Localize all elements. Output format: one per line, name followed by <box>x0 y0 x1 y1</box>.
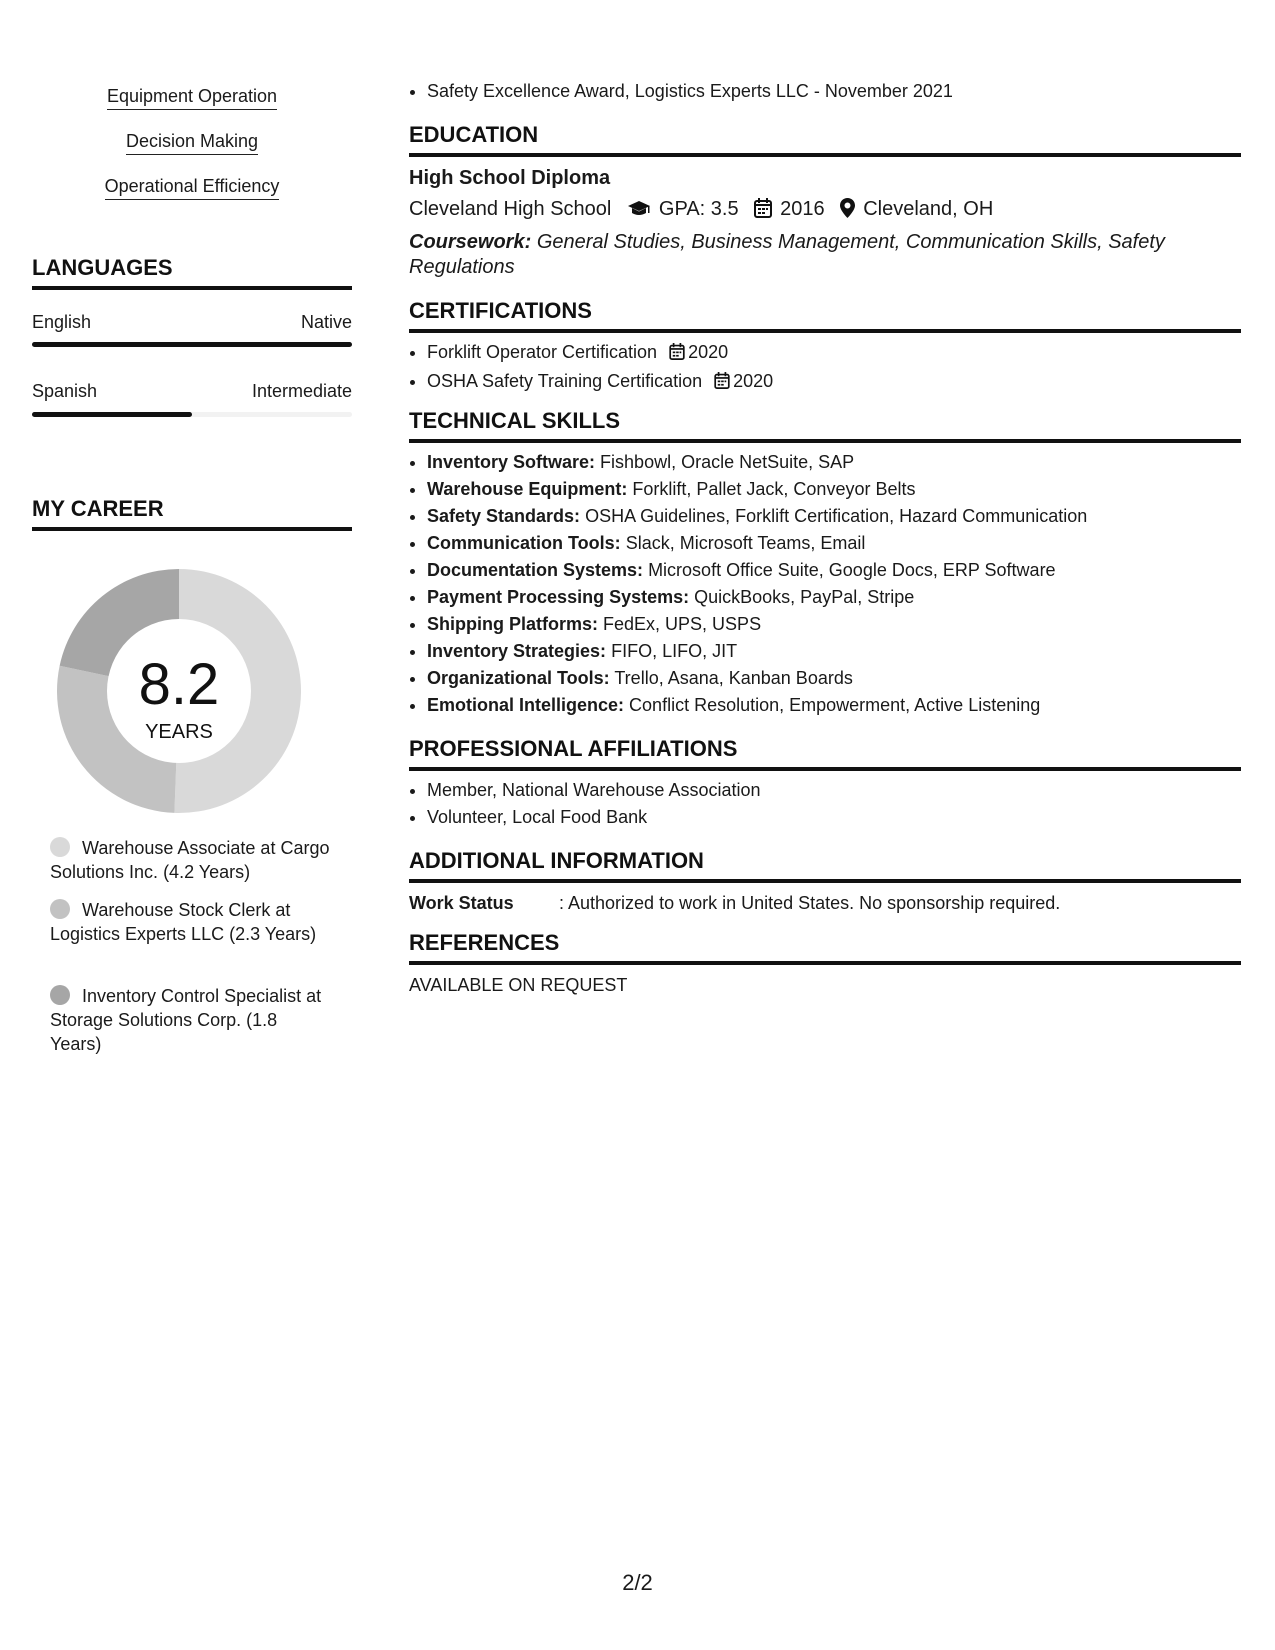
tech-skill-item: • Warehouse Equipment: Forklift, Pallet Jack, Conveyor Belts <box>427 476 1241 503</box>
location-pin-icon <box>840 198 855 224</box>
career-legend-item: Inventory Control Specialist at Storage Solutions Corp. (1.8 Years) <box>50 986 322 1054</box>
tech-skill-item: • Inventory Strategies: FIFO, LIFO, JIT <box>427 638 1241 665</box>
awards-section <box>409 78 1241 105</box>
tech-skill-item: • Communication Tools: Slack, Microsoft Teams, Email <box>427 530 1241 557</box>
page-number: 2/2 <box>622 1570 653 1595</box>
career-donut-chart <box>54 566 304 816</box>
language-level: Native <box>300 312 352 332</box>
language-name: English <box>32 312 92 332</box>
school-location: Cleveland, OH <box>863 198 994 220</box>
coursework <box>409 230 1241 280</box>
languages-heading: LANGUAGES <box>32 255 352 290</box>
additional-info-heading: ADDITIONAL INFORMATION <box>409 848 1241 883</box>
graduation-cap-icon <box>627 200 651 224</box>
legend-dot <box>50 899 70 919</box>
calendar-icon <box>669 341 685 368</box>
degree: High School Diploma <box>409 167 611 189</box>
tech-skill-item: • Organizational Tools: Trello, Asana, Kanban Boards <box>427 665 1241 692</box>
affiliations-heading: PROFESSIONAL AFFILIATIONS <box>409 736 1241 771</box>
technical-skills-section <box>409 408 1241 719</box>
tech-skill-item: • Shipping Platforms: FedEx, UPS, USPS <box>427 611 1241 638</box>
career-legend-item: Warehouse Stock Clerk at Logistics Experts LLC (2.3 Years) <box>50 900 317 944</box>
technical-skills-heading: TECHNICAL SKILLS <box>409 408 1241 443</box>
work-status-label: Work Status <box>409 893 514 913</box>
language-bar <box>32 342 352 347</box>
work-status-value: : Authorized to work in United States. No sponsorship required. <box>559 893 1061 913</box>
graduation-year: 2016 <box>780 198 825 220</box>
gpa: GPA: 3.5 <box>658 198 739 220</box>
language-bar-fill <box>32 342 352 347</box>
additional-info-section <box>409 848 1241 914</box>
certifications-section <box>409 298 1241 397</box>
references-text: AVAILABLE ON REQUEST <box>409 975 628 995</box>
career-heading: MY CAREER <box>32 496 352 531</box>
tech-skill-item: • Documentation Systems: Microsoft Office Suite, Google Docs, ERP Software <box>427 557 1241 584</box>
certification-item: • OSHA Safety Training Certification 2020 <box>427 368 1241 397</box>
calendar-icon <box>714 370 730 397</box>
skill-item: Decision Making <box>32 131 352 152</box>
certification-item: • Forklift Operator Certification 2020 <box>427 339 1241 368</box>
tech-skill-item: • Inventory Software: Fishbowl, Oracle NetSuite, SAP <box>427 449 1241 476</box>
award-item: • Safety Excellence Award, Logistics Experts LLC - November 2021 <box>427 78 1241 105</box>
education-section <box>409 122 1241 280</box>
language-name: Spanish <box>32 381 98 401</box>
education-heading: EDUCATION <box>409 122 1241 157</box>
skill-item: Operational Efficiency <box>32 176 352 197</box>
affiliations-section <box>409 736 1241 831</box>
education-details <box>409 198 1241 224</box>
coursework-label: Coursework: <box>409 231 532 253</box>
career-legend-item: Warehouse Associate at Cargo Solutions Inc. (4.2 Years) <box>50 838 330 882</box>
calendar-icon <box>754 198 772 224</box>
affiliation-item: • Member, National Warehouse Association <box>427 777 1241 804</box>
language-bar <box>32 412 352 417</box>
skill-item: Equipment Operation <box>32 86 352 107</box>
affiliation-item: • Volunteer, Local Food Bank <box>427 804 1241 831</box>
tech-skill-item: • Safety Standards: OSHA Guidelines, Forklift Certification, Hazard Communication <box>427 503 1241 530</box>
school-name: Cleveland High School <box>409 198 612 220</box>
legend-dot <box>50 837 70 857</box>
career-total-years: 8.2 <box>138 652 220 717</box>
language-bar-fill <box>32 412 192 417</box>
references-section <box>409 930 1241 996</box>
career-unit: YEARS <box>145 721 213 743</box>
tech-skill-item: • Payment Processing Systems: QuickBooks, PayPal, Stripe <box>427 584 1241 611</box>
coursework-list: General Studies, Business Management, Communication Skills, Safety Regulations <box>409 231 1165 278</box>
certifications-heading: CERTIFICATIONS <box>409 298 1241 333</box>
references-heading: REFERENCES <box>409 930 1241 965</box>
language-level: Intermediate <box>251 381 352 401</box>
work-status-row <box>409 893 1241 914</box>
legend-dot <box>50 985 70 1005</box>
tech-skill-item: • Emotional Intelligence: Conflict Resolution, Empowerment, Active Listening <box>427 692 1241 719</box>
